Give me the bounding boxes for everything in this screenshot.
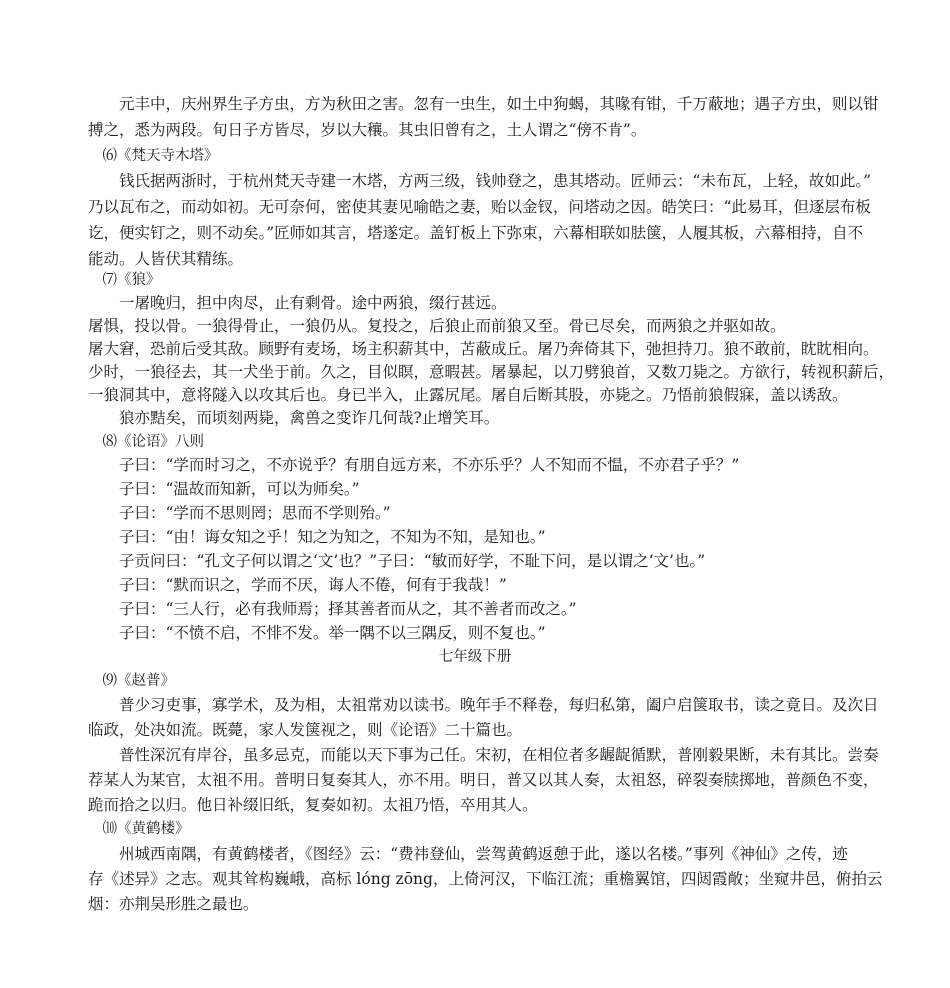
text-line: 子曰：“学而时习之，不亦说乎？有朋自远方来，不亦乐乎？人不知而不愠，不亦君子乎？” bbox=[88, 456, 740, 474]
text-line: 讫，便实钉之，则不动矣。”匠师如其言，塔遂定。盖钉板上下弥束，六幕相联如胠箧，人履其板，六幕相持，自不 bbox=[88, 224, 864, 242]
section-heading: ⑽《黄鹤楼》 bbox=[88, 821, 190, 837]
text-line: 普性深沉有岸谷，虽多忌克，而能以天下事为己任。宋初，在相位者多龌龊循默，普刚毅果断，未有其比。尝奏 bbox=[88, 746, 879, 764]
text-line: 子曰：“由！诲女知之乎！知之为知之，不知为不知，是知也。” bbox=[88, 528, 546, 546]
section-heading: ⑻《论语》八则 bbox=[88, 434, 204, 450]
text-line: 子曰：“三人行，必有我师焉；择其善者而从之，其不善者而改之。” bbox=[88, 600, 577, 618]
text-line: 烟：亦荆吴形胜之最也。 bbox=[88, 895, 259, 913]
text-line: 一狼洞其中，意将隧入以攻其后也。身已半入，止露尻尾。屠自后断其股，亦毙之。乃悟前狼假寐，盖以诱敌。 bbox=[88, 386, 848, 404]
text-line: 搏之，悉为两段。旬日子方皆尽，岁以大穰。其虫旧曾有之，土人谓之“傍不肯”。 bbox=[88, 121, 647, 139]
text-line: 子曰：“温故而知新，可以为师矣。” bbox=[88, 480, 360, 498]
text-line: 元丰中，庆州界生子方虫，方为秋田之害。忽有一虫生，如土中狗蝎，其喙有钳，千万蔽地；遇子方虫，则以钳 bbox=[88, 95, 879, 113]
text-line: 跪而拾之以归。他日补缀旧纸，复奏如初。太祖乃悟，卒用其人。 bbox=[88, 796, 538, 814]
text-line: 存《述异》之志。观其耸构巍峨，高标 lóng zōng，上倚河汉，下临江流；重檐翼馆，四闼霞敞；坐窥井邑，俯拍云 bbox=[88, 870, 883, 888]
text-line: 州城西南隅，有黄鹤楼者，《图经》云：“费祎登仙，尝驾黄鹤返憩于此，遂以名楼。”事列《神仙》之传，迹 bbox=[88, 845, 848, 863]
text-line: 狼亦黠矣，而顷刻两毙，禽兽之变诈几何哉?止增笑耳。 bbox=[88, 409, 500, 427]
text-line: 钱氏据两浙时，于杭州梵天寺建一木塔，方两三级，钱帅登之，患其塔动。匠师云：“未布瓦，上轻，故如此。” bbox=[88, 172, 872, 190]
text-line: 乃以瓦布之，而动如初。无可奈何，密使其妻见喻皓之妻，贻以金钗，问塔动之因。皓笑曰：“此易耳，但逐层布板 bbox=[88, 198, 871, 216]
text-line: 子曰：“默而识之，学而不厌，诲人不倦，何有于我哉！” bbox=[88, 576, 507, 594]
text-line: 普少习吏事，寡学术，及为相，太祖常劝以读书。晚年手不释卷，每归私第，阖户启箧取书，读之竟日。及次日 bbox=[88, 696, 879, 714]
text-line: 荐某人为某官，太祖不用。普明日复奏其人，亦不用。明日，普又以其人奏，太祖怒，碎裂奏牍掷地，普颜色不变， bbox=[88, 771, 879, 789]
section-heading: ⑼《赵普》 bbox=[88, 673, 175, 689]
section-heading: ⑹《梵天寺木塔》 bbox=[88, 148, 219, 164]
text-line: 子贡问曰：“孔文子何以谓之‘文’也？”子曰：“敏而好学，不耻下问，是以谓之‘文’也。” bbox=[88, 552, 706, 570]
grade-heading: 七年级下册 bbox=[438, 649, 512, 665]
text-line: 少时，一狼径去，其一犬坐于前。久之，目似瞑，意暇甚。屠暴起，以刀劈狼首，又数刀毙之。方欲行，转视积薪后， bbox=[88, 363, 895, 381]
section-heading: ⑺《狼》 bbox=[88, 272, 161, 288]
text-line: 屠大窘，恐前后受其敌。顾野有麦场，场主积薪其中，苫蔽成丘。屠乃奔倚其下，弛担持刀。狼不敢前，眈眈相向。 bbox=[88, 340, 879, 358]
text-line: 子曰：“不愤不启，不悱不发。举一隅不以三隅反，则不复也。” bbox=[88, 624, 546, 642]
text-line: 屠惧，投以骨。一狼得骨止，一狼仍从。复投之，后狼止而前狼又至。骨已尽矣，而两狼之并驱如故。 bbox=[88, 317, 786, 335]
text-line: 子曰：“学而不思则罔；思而不学则殆。” bbox=[88, 504, 391, 522]
text-line: 一屠晚归，担中肉尽，止有剩骨。途中两狼，缀行甚远。 bbox=[88, 294, 507, 312]
text-line: 能动。人皆伏其精练。 bbox=[88, 250, 244, 268]
text-line: 临政，处决如流。既薨，家人发箧视之，则《论语》二十篇也。 bbox=[88, 721, 523, 739]
